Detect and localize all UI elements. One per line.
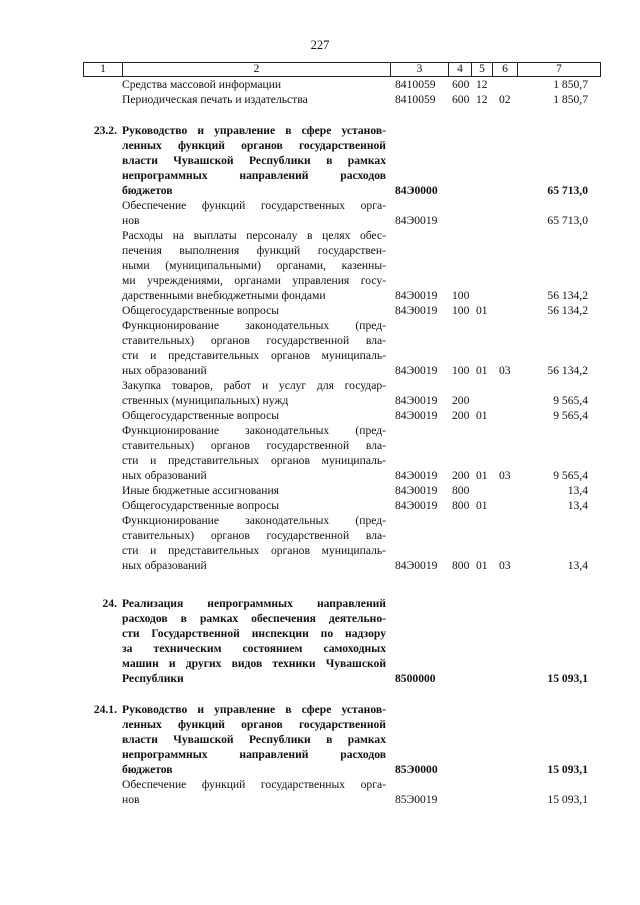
amount-value: 1 850,7 [553,78,588,91]
description-line: ных образований [122,558,207,572]
description-line: ленных функций органов государственной [122,138,386,152]
amount-value: 13,4 [567,499,588,512]
description-line: власти Чувашской Республики в рамках [122,153,386,167]
description-line: Общегосударственные вопросы [122,409,280,422]
description-line: сти и представительных органов муниципаль- [122,453,386,467]
row-description [122,597,386,686]
header-col-3: 3 [390,63,448,76]
description-line: Реализация непрограммных направлений [122,597,386,610]
description-line: машин и других видов техники Чувашской [122,656,386,670]
subsection-code: 03 [499,363,511,377]
description-line: бюджетов [122,762,173,776]
target-article-code: 84Э0019 [395,558,438,572]
target-article-code: 8500000 [395,671,436,685]
target-article-code: 84Э0019 [395,393,438,407]
description-line: Руководство и управление в сфере установ- [122,124,386,137]
description-line: нов [122,792,140,806]
description-line: сти и представительных органов муниципаль- [122,348,386,362]
row-description [122,484,386,499]
target-article-code: 8410059 [395,78,436,91]
description-line: ставительных) органов государственной вла- [122,528,386,542]
description-line: власти Чувашской Республики в рамках [122,732,386,746]
section-code: 01 [476,468,488,482]
description-line: Обеспечение функций государственных орга- [122,199,386,212]
description-line: дарственными внебюджетными фондами [122,288,326,302]
target-article-code: 84Э0019 [395,304,438,317]
target-article-code: 85Э0000 [395,762,438,776]
row-description [122,229,386,304]
amount-value: 15 093,1 [547,762,588,776]
description-line: Периодическая печать и издательства [122,93,308,106]
description-line: Функционирование законодательных (пред- [122,514,386,527]
target-article-code: 84Э0000 [395,183,438,197]
header-col-1: 1 [100,63,106,75]
description-line: Руководство и управление в сфере установ- [122,703,386,716]
description-line: Средства массовой информации [122,78,282,91]
row-description [122,514,386,574]
row-description [122,499,386,514]
header-col-4: 4 [448,63,471,76]
target-article-code: 84Э0019 [395,363,438,377]
amount-value: 1 850,7 [553,93,588,106]
target-article-code: 84Э0019 [395,409,438,422]
row-description [122,703,386,778]
description-line: ными (муниципальными) органами, казенны- [122,258,386,272]
header-col-7: 7 [517,63,600,76]
amount-value: 13,4 [567,558,588,572]
row-description [122,319,386,379]
header-col-5: 5 [471,63,492,76]
target-article-code: 8410059 [395,93,436,106]
amount-value: 65 713,0 [547,213,588,227]
expense-type-code: 800 [452,484,470,497]
expense-type-code: 200 [452,468,470,482]
target-article-code: 85Э0019 [395,792,438,806]
description-line: Расходы на выплаты персоналу в целях обес- [122,229,386,242]
description-line: ленных функций органов государственной [122,717,386,731]
row-description [122,778,386,808]
amount-value: 65 713,0 [547,183,588,197]
description-line: Республики [122,671,184,685]
row-description [122,78,386,93]
description-line: Закупка товаров, работ и услуг для государ- [122,379,386,392]
table-header [83,62,601,77]
description-line: Иные бюджетные ассигнования [122,484,279,497]
section-number: 24. [102,597,117,610]
description-line: непрограммных направлений расходов [122,747,386,761]
section-code: 01 [476,363,488,377]
target-article-code: 84Э0019 [395,484,438,497]
section-code: 01 [476,558,488,572]
description-line: ми учреждениями, органами управления госу- [122,273,386,287]
subsection-code: 03 [499,468,511,482]
expense-type-code: 600 [452,78,470,91]
description-line: Общегосударственные вопросы [122,499,280,512]
amount-value: 9 565,4 [553,393,588,407]
target-article-code: 84Э0019 [395,468,438,482]
row-description [122,424,386,484]
description-line: Функционирование законодательных (пред- [122,319,386,332]
amount-value: 9 565,4 [553,468,588,482]
subsection-code: 02 [499,93,511,106]
subsection-code: 03 [499,558,511,572]
description-line: ных образований [122,363,207,377]
description-line: ных образований [122,468,207,482]
expense-type-code: 800 [452,499,470,512]
description-line: бюджетов [122,183,173,197]
target-article-code: 84Э0019 [395,499,438,512]
description-line: ставительных) органов государственной вла- [122,438,386,452]
amount-value: 56 134,2 [547,363,588,377]
expense-type-code: 100 [452,304,470,317]
description-line: сти Государственной инспекции по надзору [122,626,386,640]
target-article-code: 84Э0019 [395,288,438,302]
amount-value: 9 565,4 [553,409,588,422]
description-line: нов [122,213,140,227]
description-line: сти и представительных органов муниципаль- [122,543,386,557]
description-line: Обеспечение функций государственных орга- [122,778,386,791]
description-line: печения выполнения функций государствен- [122,243,386,257]
expense-type-code: 800 [452,558,470,572]
row-description [122,379,386,409]
section-number: 23.2. [93,124,117,137]
description-line: расходов в рамках обеспечения деятельно- [122,611,386,625]
row-description [122,304,386,319]
description-line: Общегосударственные вопросы [122,304,280,317]
description-line: Функционирование законодательных (пред- [122,424,386,437]
row-description [122,199,386,229]
section-code: 01 [476,499,488,512]
section-code: 01 [476,409,488,422]
expense-type-code: 100 [452,363,470,377]
amount-value: 56 134,2 [547,304,588,317]
target-article-code: 84Э0019 [395,213,438,227]
row-description [122,124,386,199]
section-number: 24.1. [93,703,117,716]
description-line: непрограммных направлений расходов [122,168,386,182]
header-col-6: 6 [492,63,517,76]
row-description [122,409,386,424]
section-code: 12 [476,93,488,106]
amount-value: 13,4 [567,484,588,497]
section-code: 12 [476,78,488,91]
amount-value: 56 134,2 [547,288,588,302]
section-code: 01 [476,304,488,317]
expense-type-code: 200 [452,409,470,422]
page-number: 227 [310,38,330,52]
description-line: ственных (муниципальных) нужд [122,393,289,407]
amount-value: 15 093,1 [547,792,588,806]
description-line: за техническим состоянием самоходных [122,641,386,655]
header-col-2: 2 [122,63,390,76]
description-line: ставительных) органов государственной вла- [122,333,386,347]
amount-value: 15 093,1 [547,671,588,685]
expense-type-code: 200 [452,393,470,407]
expense-type-code: 600 [452,93,470,106]
row-description [122,93,386,108]
expense-type-code: 100 [452,288,470,302]
